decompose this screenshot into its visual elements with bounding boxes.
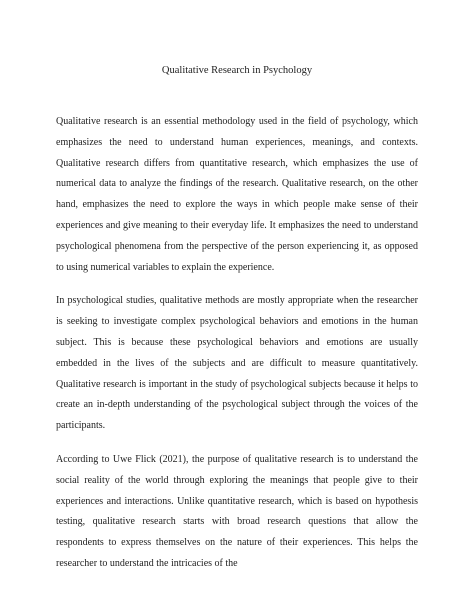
paragraph-3: According to Uwe Flick (2021), the purpose of qualitative research is to understand the social reality of the world through exploring the meanings that people give to their experiences and interactions. Unlike quantitative research, which is based on hypothesis testing, qualitative research starts with broad research questions that allow the respondents to express themselves on the nature of their experiences. This helps the researcher to understand the intricacies of the [56,453,418,569]
document-body [56,112,418,588]
paragraph-2: In psychological studies, qualitative methods are mostly appropriate when the researcher is seeking to investigate complex psychological behaviors and emotions in the human subject. This is because these psychological behaviors and emotions are usually embedded in the lives of the subjects and are difficult to measure quantitatively. Qualitative research is important in the study of psychological subjects because it helps to create an in-depth understanding of the psychological subject through the voices of the participants. [56,295,418,432]
document-title: Qualitative Research in Psychology [161,65,313,76]
paragraph-1: Qualitative research is an essential methodology used in the field of psychology, which emphasizes the need to understand human experiences, meanings, and contexts. Qualitative research differs from quantitative research, which emphasizes the use of numerical data to analyze the findings of the research. Qualitative research, on the other hand, emphasizes the need to explore the ways in which people make sense of their experiences and give meaning to their everyday life. It emphasizes the need to understand psychological phenomena from the perspective of the person experiencing it, as opposed to using numerical variables to explain the experience. [56,116,418,273]
